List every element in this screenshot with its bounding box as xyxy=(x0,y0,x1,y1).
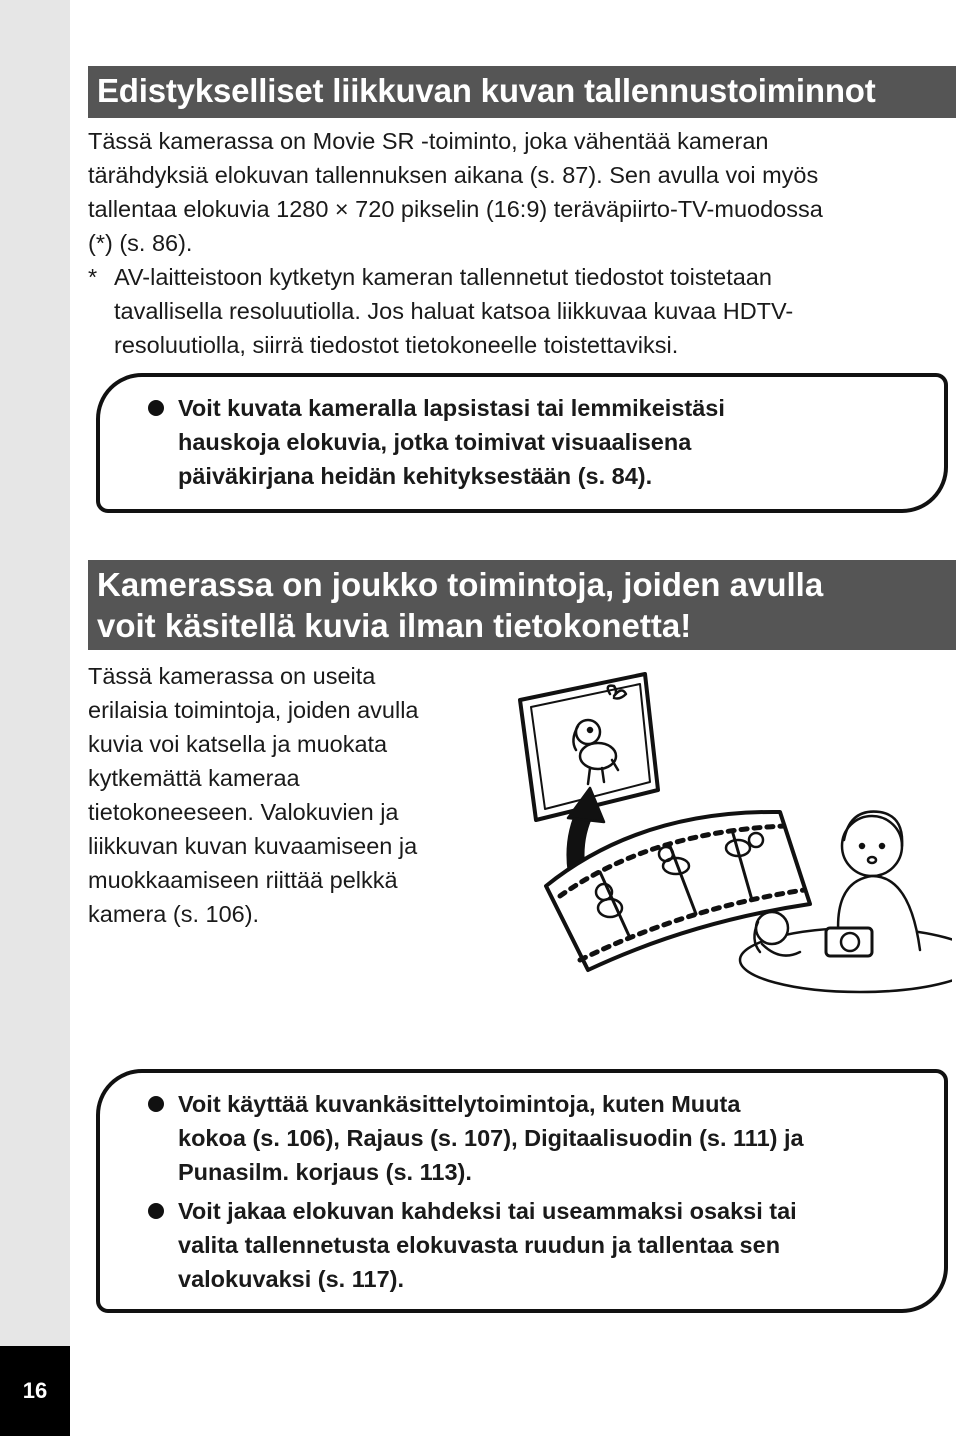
text-line: Voit kuvata kameralla lapsistasi tai lemmikeistäsi xyxy=(178,395,725,421)
text-line: tärähdyksiä elokuvan tallennuksen aikana (s. 87). Sen avulla voi myös xyxy=(88,162,819,188)
text-line: tietokoneeseen. Valokuvien ja xyxy=(88,799,399,825)
editing-tip-box xyxy=(96,1069,948,1313)
text-line: liikkuvan kuvan kuvaamiseen ja xyxy=(88,833,418,859)
camera-icon xyxy=(826,928,872,956)
text-line: Tässä kamerassa on useita xyxy=(88,663,376,689)
hdtv-footnote xyxy=(88,260,948,362)
editing-body-paragraph xyxy=(88,659,488,931)
text-line: valokuvaksi (s. 117). xyxy=(178,1266,405,1292)
text-line: kytkemättä kameraa xyxy=(88,765,300,791)
text-line: Punasilm. korjaus (s. 113). xyxy=(178,1159,472,1185)
movie-intro-paragraph xyxy=(88,124,948,260)
movie-tip-box xyxy=(96,373,948,513)
text-line: (*) (s. 86). xyxy=(88,230,193,256)
heading-line: Kamerassa on joukko toimintoja, joiden avulla xyxy=(97,566,824,603)
text-line: AV-laitteistoon kytketyn kameran tallennetut tiedostot toistetaan xyxy=(114,264,772,290)
text-line: tallentaa elokuvia 1280 × 720 pikselin (16:9) teräväpiirto-TV-muodossa xyxy=(88,196,823,222)
section-heading-movie: Edistykselliset liikkuvan kuvan tallennustoiminnot xyxy=(88,66,956,118)
tip-bullet-item xyxy=(148,1087,804,1189)
page-margin-band xyxy=(0,0,70,1436)
bullet-dot-icon xyxy=(148,1203,164,1219)
text-line: kuvia voi katsella ja muokata xyxy=(88,731,388,757)
text-line: kamera (s. 106). xyxy=(88,901,260,927)
text-line: päiväkirjana heidän kehityksestään (s. 84). xyxy=(178,463,653,489)
text-line: Tässä kamerassa on Movie SR -toiminto, joka vähentää kameran xyxy=(88,128,769,154)
text-line: Voit jakaa elokuvan kahdeksi tai useammaksi osaksi tai xyxy=(178,1198,797,1224)
section-heading-editing xyxy=(88,560,956,650)
text-line: Voit käyttää kuvankäsittelytoimintoja, kuten Muuta xyxy=(178,1091,741,1117)
page-number: 16 xyxy=(0,1346,70,1436)
tip-bullet-item xyxy=(148,391,725,493)
bullet-dot-icon xyxy=(148,400,164,416)
text-line: valita tallennetusta elokuvasta ruudun ja tallentaa sen xyxy=(178,1232,781,1258)
text-line: hauskoja elokuvia, jotka toimivat visuaalisena xyxy=(178,429,692,455)
text-line: resoluutiolla, siirrä tiedostot tietokoneelle toistettaviksi. xyxy=(114,332,679,358)
text-line: kokoa (s. 106), Rajaus (s. 107), Digitaalisuodin (s. 111) ja xyxy=(178,1125,804,1151)
text-line: erilaisia toimintoja, joiden avulla xyxy=(88,697,419,723)
heading-line: voit käsitellä kuvia ilman tietokonetta! xyxy=(97,607,692,644)
camera-playback-illustration xyxy=(500,660,952,1005)
text-line: tavallisella resoluutiolla. Jos haluat katsoa liikkuvaa kuvaa HDTV- xyxy=(114,298,794,324)
tip-bullet-item xyxy=(148,1194,797,1296)
bullet-dot-icon xyxy=(148,1096,164,1112)
text-line: muokkaamiseen riittää pelkkä xyxy=(88,867,398,893)
dog-icon xyxy=(573,720,618,784)
footnote-marker: * xyxy=(88,264,98,290)
